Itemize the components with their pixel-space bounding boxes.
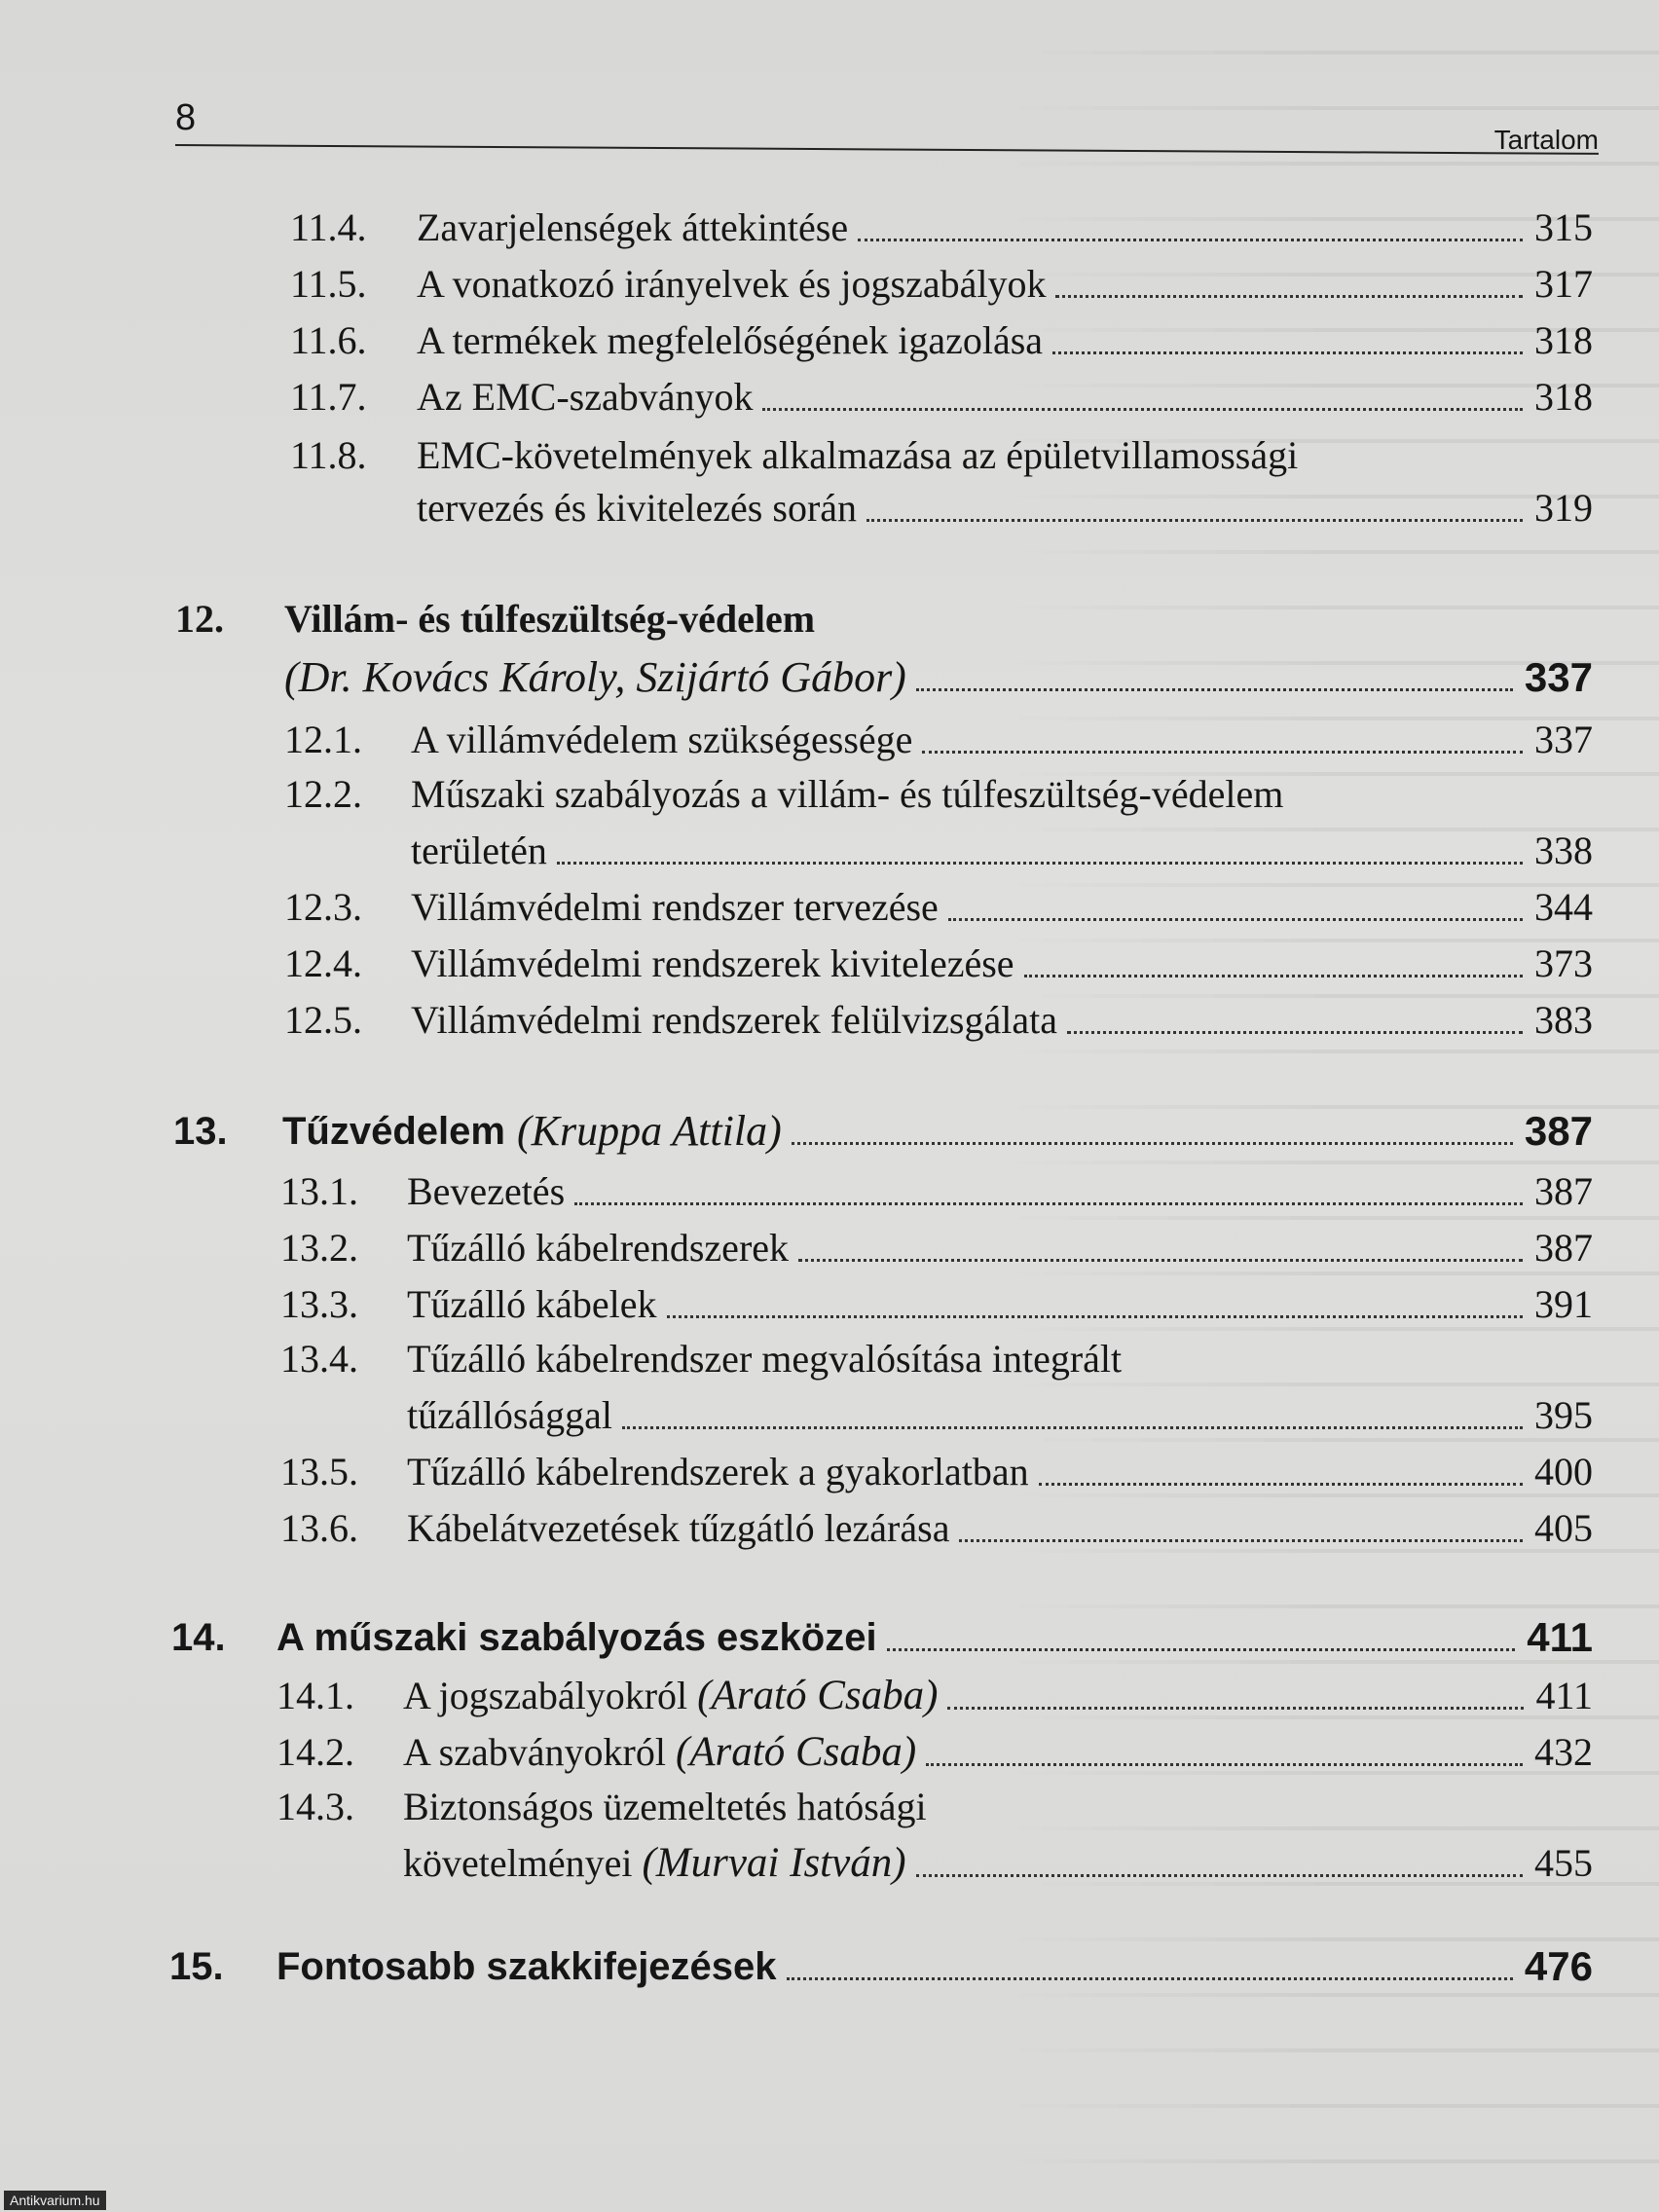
page-ref: 387 (1534, 1169, 1593, 1213)
page-ref: 387 (1534, 1226, 1593, 1270)
toc-entry-11-6 (290, 317, 1593, 364)
dot-leader (887, 1648, 1516, 1651)
section-title: Tűzálló kábelrendszerek a gyakorlatban (407, 1450, 1029, 1493)
section-title: EMC-követelmények alkalmazása az épületvillamossági (417, 433, 1299, 477)
toc-entry-14-2 (276, 1729, 1593, 1776)
page-ref: 317 (1534, 262, 1593, 306)
chapter-15-heading (169, 1943, 1593, 1990)
section-title: Villámvédelmi rendszerek felülvizsgálata (411, 998, 1057, 1042)
section-number: 12.1. (284, 718, 362, 761)
section-title-cont: tűzállósággal (407, 1393, 613, 1437)
page-number: 8 (175, 97, 197, 138)
dot-leader (858, 239, 1523, 241)
toc-entry-14-1 (276, 1673, 1593, 1719)
section-title-cont: követelményei (403, 1841, 633, 1885)
section-number: 13.2. (280, 1226, 358, 1270)
chapter-title: A műszaki szabályozás eszközei (276, 1616, 877, 1659)
toc-entry-13-5 (280, 1449, 1593, 1495)
section-number: 11.4. (290, 205, 367, 249)
page-ref: 318 (1534, 375, 1593, 419)
toc-entry-13-3 (280, 1281, 1593, 1328)
dot-leader (622, 1426, 1523, 1429)
section-number: 13.4. (280, 1337, 358, 1381)
section-number: 11.7. (290, 375, 367, 419)
page-ref: 411 (1527, 1614, 1593, 1660)
section-title: Tűzálló kábelek (407, 1282, 657, 1326)
chapter-title: Fontosabb szakkifejezések (276, 1945, 777, 1988)
dot-leader (557, 862, 1523, 865)
section-title-cont: tervezés és kivitelezés során (417, 486, 858, 530)
dot-leader (916, 688, 1513, 691)
page-ref: 455 (1534, 1841, 1593, 1885)
toc-entry-11-4 (290, 204, 1593, 251)
dot-leader (1039, 1483, 1523, 1486)
chapter-number: 15. (169, 1945, 224, 1988)
page-ref: 319 (1534, 486, 1593, 530)
section-number: 13.5. (280, 1450, 358, 1493)
toc-entry-11-7 (290, 374, 1593, 421)
page-ref: 338 (1534, 829, 1593, 872)
section-number: 12.2. (284, 772, 362, 816)
chapter-authors: (Dr. Kovács Károly, Szijártó Gábor) (284, 653, 906, 701)
dot-leader (948, 918, 1523, 921)
toc-entry-11-8-line1 (290, 432, 1298, 479)
dot-leader (792, 1142, 1513, 1145)
chapter-authors: (Kruppa Attila) (516, 1107, 782, 1155)
section-number: 11.6. (290, 318, 367, 362)
dot-leader (926, 1763, 1523, 1766)
running-title: Tartalom (1493, 125, 1599, 155)
page-ref: 400 (1534, 1450, 1593, 1493)
section-title: Tűzálló kábelrendszerek (407, 1226, 790, 1270)
section-number: 14.2. (276, 1730, 354, 1774)
section-title: A termékek megfelelőségének igazolása (417, 318, 1044, 362)
section-title: Biztonságos üzemeltetés hatósági (403, 1785, 927, 1828)
section-title: Tűzálló kábelrendszer megvalósítása integrált (407, 1337, 1123, 1381)
chapter-13-heading (173, 1108, 1593, 1155)
page-ref: 337 (1524, 654, 1593, 700)
section-number: 12.5. (284, 998, 362, 1042)
page-ref: 411 (1535, 1674, 1593, 1717)
section-title: A villámvédelem szükségessége (411, 718, 913, 761)
toc-entry-13-1 (280, 1168, 1593, 1215)
page-ref: 318 (1534, 318, 1593, 362)
dot-leader (574, 1202, 1523, 1205)
toc-entry-12-2-line2 (411, 828, 1593, 874)
page-ref: 373 (1534, 941, 1593, 985)
section-number: 13.3. (280, 1282, 358, 1326)
chapter-14-heading (171, 1614, 1593, 1661)
section-title: Kábelátvezetések tűzgátló lezárása (407, 1506, 950, 1550)
section-number: 14.1. (276, 1674, 354, 1717)
toc-entry-13-4-line2 (407, 1392, 1593, 1439)
section-number: 13.1. (280, 1169, 358, 1213)
page-ref: 315 (1534, 205, 1593, 249)
toc-entry-14-3-line2 (403, 1840, 1593, 1887)
chapter-12-heading (175, 596, 815, 643)
toc-entry-13-4-line1 (280, 1336, 1122, 1382)
section-title: Villámvédelmi rendszer tervezése (411, 885, 939, 929)
section-title: A vonatkozó irányelvek és jogszabályok (417, 262, 1047, 306)
toc-entry-13-2 (280, 1225, 1593, 1272)
toc-entry-12-4 (284, 940, 1593, 987)
section-number: 13.6. (280, 1506, 358, 1550)
dot-leader (1024, 975, 1523, 977)
toc-entry-14-3-line1 (276, 1784, 927, 1830)
page-ref: 383 (1534, 998, 1593, 1042)
toc-entry-12-1 (284, 717, 1593, 763)
page-ref: 405 (1534, 1506, 1593, 1550)
chapter-title: Villám- és túlfeszültség-védelem (284, 597, 816, 641)
dot-leader (959, 1539, 1523, 1542)
section-title: Bevezetés (407, 1169, 566, 1213)
page-ref: 344 (1534, 885, 1593, 929)
dot-leader (922, 751, 1523, 754)
page-ref: 391 (1534, 1282, 1593, 1326)
dot-leader (866, 519, 1523, 522)
toc-entry-11-5 (290, 261, 1593, 308)
section-authors: (Arató Csaba) (697, 1673, 939, 1718)
section-authors: (Murvai István) (642, 1840, 906, 1886)
dot-leader (1052, 351, 1523, 354)
section-title: Villámvédelmi rendszerek kivitelezése (411, 941, 1014, 985)
toc-entry-11-8-line2 (417, 485, 1593, 532)
section-number: 11.8. (290, 433, 367, 477)
dot-leader (1067, 1031, 1523, 1034)
chapter-number: 14. (171, 1616, 226, 1659)
section-title: Az EMC-szabványok (417, 375, 754, 419)
page-ref: 476 (1524, 1943, 1593, 1989)
section-title-cont: területén (411, 829, 547, 872)
toc-entry-12-5 (284, 997, 1593, 1044)
watermark: Antikvarium.hu (4, 2191, 106, 2210)
chapter-12-authors (284, 654, 1593, 701)
dot-leader (1055, 295, 1523, 298)
page-ref: 395 (1534, 1393, 1593, 1437)
page-ref: 337 (1534, 718, 1593, 761)
dot-leader (667, 1315, 1523, 1318)
dot-leader (947, 1707, 1524, 1710)
section-authors: (Arató Csaba) (675, 1729, 917, 1775)
dot-leader (787, 1977, 1513, 1980)
section-number: 14.3. (276, 1785, 354, 1828)
chapter-title: Tűzvédelem (282, 1110, 505, 1153)
toc-entry-13-6 (280, 1505, 1593, 1552)
section-title: A jogszabályokról (403, 1674, 688, 1717)
chapter-number: 13. (173, 1110, 228, 1153)
chapter-number: 12. (175, 597, 224, 641)
toc-entry-12-2-line1 (284, 771, 1283, 818)
section-number: 12.3. (284, 885, 362, 929)
section-title: Zavarjelenségek áttekintése (417, 205, 849, 249)
dot-leader (798, 1259, 1523, 1262)
page-ref: 432 (1534, 1730, 1593, 1774)
section-title: A szabványokról (403, 1730, 666, 1774)
toc-entry-12-3 (284, 884, 1593, 931)
dot-leader (762, 408, 1523, 411)
section-number: 11.5. (290, 262, 367, 306)
section-number: 12.4. (284, 941, 362, 985)
dot-leader (916, 1874, 1523, 1877)
section-title: Műszaki szabályozás a villám- és túlfeszültség-védelem (411, 772, 1284, 816)
page-ref: 387 (1524, 1108, 1593, 1154)
